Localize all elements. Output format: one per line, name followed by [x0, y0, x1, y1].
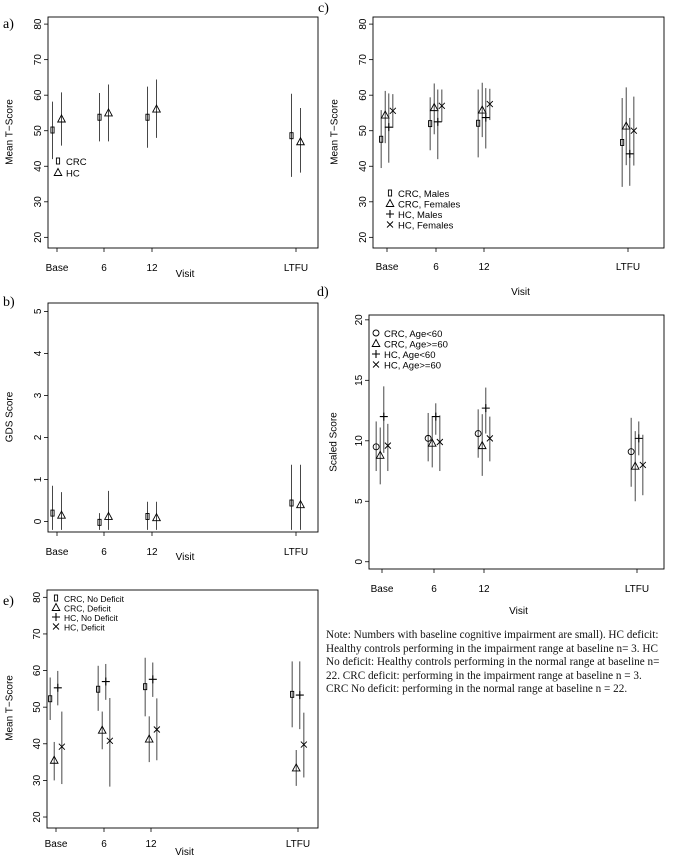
legend-marker: [386, 200, 394, 207]
y-tick-label: 0: [354, 558, 365, 565]
y-tick-label: 5: [354, 498, 365, 505]
panel-label: c): [318, 1, 329, 16]
legend-marker: [373, 362, 379, 368]
y-axis-label: Mean T−Score: [4, 675, 16, 741]
series-2: [58, 80, 305, 173]
y-tick-label: 5: [33, 308, 44, 315]
legend-entry: HC, Males: [398, 210, 443, 221]
y-tick-label: 20: [33, 231, 44, 243]
data-point: [482, 114, 490, 122]
x-tick-label: Base: [370, 584, 394, 595]
y-tick-label: 40: [358, 160, 369, 172]
legend: [54, 157, 87, 180]
series-4: [390, 89, 637, 166]
series-3: [54, 661, 304, 729]
x-axis-label: Visit: [175, 269, 195, 280]
panel-label: a): [3, 17, 14, 32]
y-tick-label: 20: [358, 231, 369, 243]
legend-marker: [387, 222, 393, 228]
legend-entry: HC, Age>=60: [384, 360, 442, 372]
legend-marker: [54, 169, 62, 176]
x-tick-label: 12: [146, 547, 158, 558]
x-tick-label: Base: [45, 263, 69, 274]
panel-label: d): [317, 285, 329, 300]
data-point: [434, 118, 442, 126]
series-2: [376, 414, 639, 501]
legend-marker: [53, 624, 59, 630]
legend-marker: [56, 158, 59, 164]
legend: [372, 329, 448, 372]
legend-marker: [52, 613, 60, 621]
data-point: [102, 678, 110, 686]
y-tick-label: 70: [358, 54, 369, 66]
y-tick-label: 30: [32, 774, 43, 786]
y-tick-label: 20: [32, 811, 43, 823]
panel-e: [3, 590, 318, 856]
y-tick-label: 40: [32, 738, 43, 750]
series-1: [51, 465, 293, 530]
legend-entry: HC: [66, 168, 80, 180]
data-point: [626, 150, 634, 158]
legend-marker: [388, 190, 391, 196]
legend: [386, 189, 461, 232]
x-axis-label: Visit: [511, 287, 530, 298]
y-tick-label: 40: [33, 160, 44, 172]
y-tick-label: 30: [358, 196, 369, 208]
legend-marker: [372, 340, 380, 347]
legend-entry: HC, No Deficit: [64, 613, 118, 623]
y-tick-label: 50: [32, 701, 43, 713]
series-4: [385, 415, 646, 495]
legend-entry: HC, Females: [398, 220, 454, 232]
y-tick-label: 60: [358, 89, 369, 101]
y-tick-label: 70: [33, 54, 44, 66]
y-tick-label: 20: [354, 314, 365, 326]
legend: [52, 594, 125, 633]
x-tick-label: LTFU: [285, 839, 311, 850]
data-point: [385, 123, 393, 131]
panel-label: b): [3, 295, 15, 310]
plot-frame: [48, 17, 318, 248]
legend-entry: CRC, Females: [398, 199, 461, 211]
legend-entry: HC, Age<60: [384, 350, 436, 361]
x-tick-label: LTFU: [283, 547, 309, 558]
x-axis-label: Visit: [509, 606, 528, 617]
y-axis-label: GDS Score: [4, 391, 16, 443]
x-tick-label: 12: [478, 584, 490, 595]
y-tick-label: 15: [354, 374, 365, 386]
y-tick-label: 30: [33, 196, 44, 208]
legend-entry: CRC: [66, 157, 87, 168]
y-tick-label: 80: [32, 591, 43, 603]
x-axis-label: Visit: [175, 847, 194, 856]
y-tick-label: 60: [33, 89, 44, 101]
legend-entry: CRC, Deficit: [64, 603, 111, 614]
x-tick-label: 6: [101, 839, 107, 850]
y-tick-label: 50: [358, 125, 369, 137]
panel-d: [317, 285, 664, 617]
plot-frame: [48, 303, 318, 532]
y-axis-label: Scaled Score: [328, 412, 340, 472]
data-point: [482, 404, 490, 412]
y-tick-label: 80: [33, 18, 44, 30]
x-tick-label: 12: [145, 839, 157, 850]
series-1: [380, 89, 624, 186]
x-tick-label: Base: [44, 839, 68, 850]
x-tick-label: 12: [478, 262, 490, 273]
series-2: [381, 83, 630, 165]
series-1: [373, 409, 634, 486]
series-2: [50, 712, 300, 786]
y-axis-label: Mean T−Score: [329, 99, 341, 165]
y-tick-label: 50: [33, 125, 44, 137]
y-tick-label: 4: [33, 350, 44, 357]
data-point: [296, 691, 304, 699]
data-point: [54, 684, 62, 692]
data-point: [380, 413, 388, 421]
legend-entry: CRC, No Deficit: [64, 594, 124, 604]
y-tick-label: 70: [32, 628, 43, 640]
x-tick-label: LTFU: [624, 584, 650, 595]
x-tick-label: 6: [431, 584, 437, 595]
x-tick-label: 6: [101, 547, 107, 558]
y-axis-label: Mean T−Score: [4, 99, 16, 165]
x-tick-label: Base: [45, 547, 69, 558]
data-point: [432, 413, 440, 421]
x-tick-label: LTFU: [283, 263, 309, 274]
x-axis-label: Visit: [175, 552, 195, 563]
y-tick-label: 3: [33, 392, 44, 399]
legend-marker: [372, 350, 380, 358]
legend-marker: [373, 330, 379, 336]
panel-a: [3, 17, 318, 280]
panel-b: [3, 295, 318, 563]
x-tick-label: 6: [101, 263, 107, 274]
legend-marker: [52, 604, 60, 611]
legend-entry: CRC, Age>=60: [384, 339, 448, 351]
x-tick-label: LTFU: [615, 262, 641, 273]
series-2: [58, 465, 305, 530]
legend-marker: [54, 595, 57, 601]
legend-entry: CRC, Males: [398, 189, 450, 200]
y-tick-label: 0: [33, 518, 44, 525]
data-point: [149, 675, 157, 683]
y-tick-label: 2: [33, 434, 44, 441]
series-1: [49, 658, 294, 728]
legend-marker: [386, 210, 394, 218]
y-tick-label: 1: [33, 476, 44, 483]
legend-entry: HC, Deficit: [64, 622, 105, 633]
legend-entry: CRC, Age<60: [384, 329, 443, 340]
x-tick-label: 6: [433, 262, 439, 273]
panel-c: [318, 1, 664, 298]
y-tick-label: 60: [32, 664, 43, 677]
figure-note: Note: Numbers with baseline cognitive impairment are small). HC deficit: Healthy controls performing in the impairment range at baseline n= 3. HC No deficit: Healthy controls performing in the normal range at baseline n= 22. CRC deficit: performing in the impairment range at baseline n = 3. CRC No deficit: performing in the normal range at baseline n = 22.: [326, 629, 660, 696]
x-tick-label: 12: [146, 263, 158, 274]
series-3: [385, 88, 634, 186]
series-3: [380, 386, 643, 455]
y-tick-label: 10: [354, 435, 365, 447]
y-tick-label: 80: [358, 18, 369, 30]
series-1: [51, 87, 293, 177]
x-tick-label: Base: [375, 262, 399, 273]
panel-label: e): [3, 594, 14, 609]
data-point: [635, 434, 643, 442]
series-4: [59, 698, 307, 787]
